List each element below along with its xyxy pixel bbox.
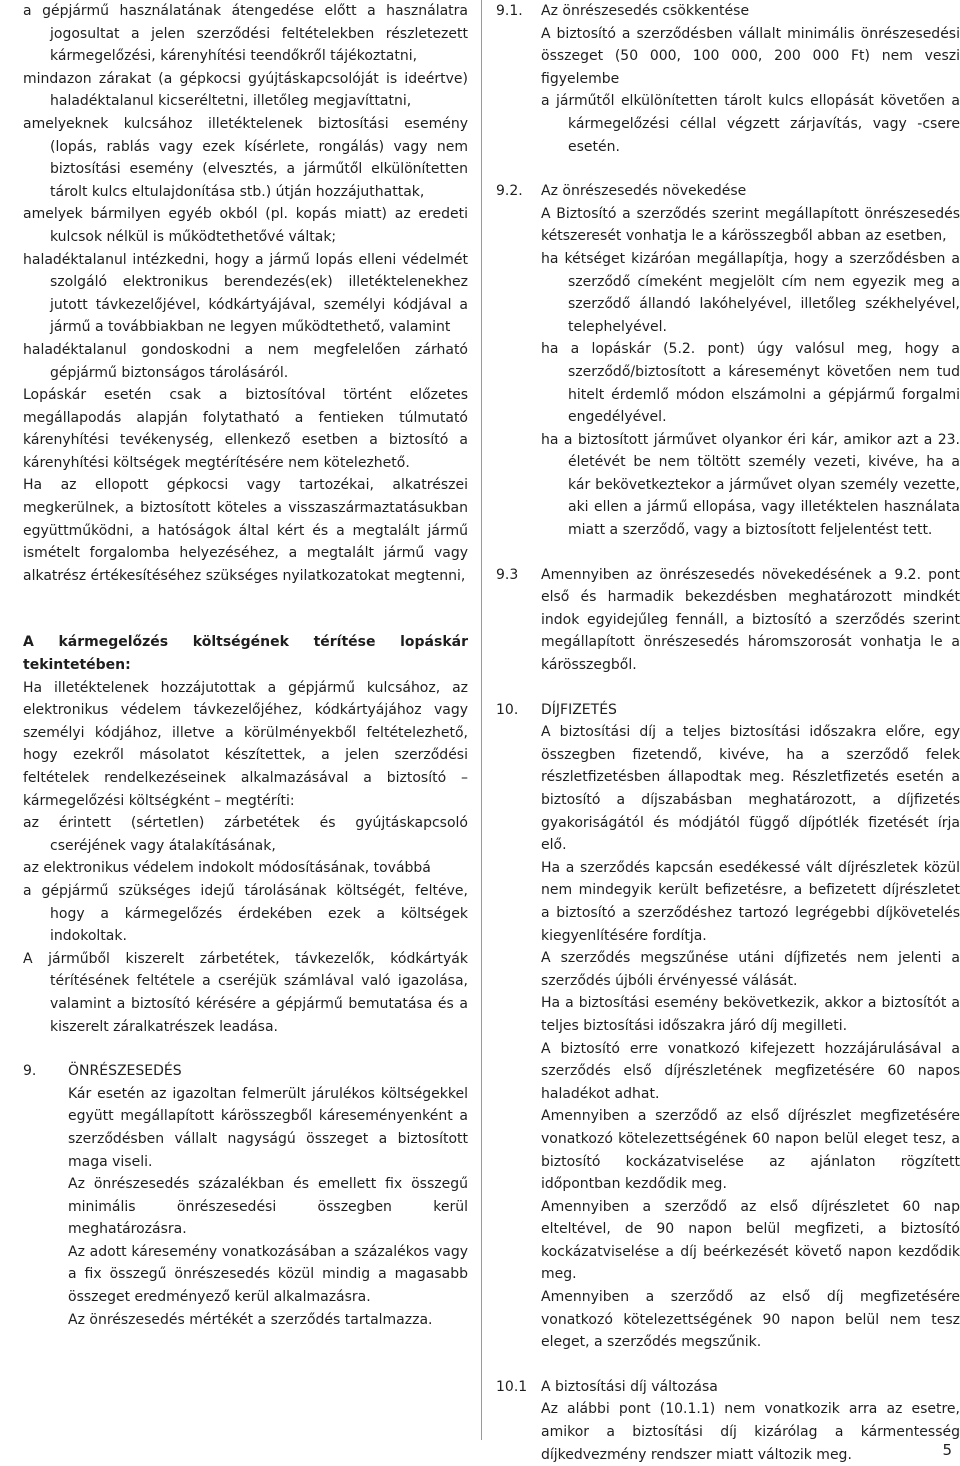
list-item: amelyek bármilyen egyéb okból (pl. kopás miatt) az eredeti kulcsok nélkül is működtethetővé váltak; [23, 206, 468, 245]
section-text: Az alábbi pont (10.1.1) nem vonatkozik arra az esetre, amikor a biztosítási díj kizárólag a kármentesség díjkedvezmény rendszer miatt változik meg. [541, 1401, 960, 1463]
left-block-1 [23, 0, 468, 587]
paragraph: Amennyiben a szerződő az első díj megfizetésére vonatkozó kötelezettségének 90 napon belül nem tesz eleget, a szerződés megszűnik. [541, 1289, 960, 1351]
list-item: mindazon zárakat (a gépkocsi gyújtáskapcsolóját is ideértve) haladéktalanul kicseréltetni, illetőleg megjavíttatni, [23, 70, 468, 110]
section-10-1 [496, 1376, 960, 1466]
paragraph: Az adott káresemény vonatkozásában a százalékos vagy a fix összegű önrészesedés közül mindig a magasabb összeget eredményező kerül alkalmazásra. [68, 1243, 468, 1306]
paragraph: A biztosító erre vonatkozó kifejezett hozzájárulásával a szerződés első díjrészletének megfizetésére 60 napos haladékot adhat. [541, 1040, 960, 1102]
section-number: 9. [23, 1063, 37, 1080]
paragraph: Ha a biztosítási esemény bekövetkezik, akkor a biztosítót a teljes biztosítási időszakra járó díj megilleti. [541, 995, 960, 1034]
section-9 [23, 1060, 468, 1331]
list-item: a gépjármű szükséges idejű tárolásának költségét, feltéve, hogy a kármegelőzés érdekében ezek a költségek indokoltak. [23, 882, 468, 945]
section-title: ÖNRÉSZESEDÉS [68, 1063, 182, 1080]
list-item: A járműből kiszerelt zárbetétek, távkezelők, kódkártyák térítésének feltétele a cseréjük számlával való igazolása, valamint a biztosító kérésére a gépjármű bemutatása és a kiszerelt záralkatrészek leadása. [23, 950, 468, 1035]
paragraph: A Biztosító a szerződés szerint megállapított önrészesedés kétszeresét vonhatja le a kárösszegből abban az esetben, [541, 205, 960, 245]
section-number: 10. [496, 701, 519, 718]
section-10 [496, 699, 960, 1354]
section-9-2 [496, 180, 960, 542]
section-number: 10.1 [496, 1378, 528, 1395]
section-title: Az önrészesedés növekedése [541, 183, 747, 200]
subheading: A kármegelőzés költségének térítése lopáskár tekintetében: [23, 634, 468, 674]
section-9-1-items [541, 23, 960, 159]
paragraph: Ha illetéktelenek hozzájutottak a gépjármű kulcsához, az elektronikus védelem távkezelőjéhez, kódkártyájához vagy személyi kódjához, illetve a körülményekből feltételezhető, hogy ezekről másolatot készítettek, a jelen szerződési feltételek rendelkezéseinek alkalmazásával a biztosító – kármegelőzési költségként – megtéríti: [23, 679, 468, 809]
right-column [496, 0, 960, 1466]
paragraph: Amennyiben a szerződő az első díjrészletet 60 nap elteltével, de 90 napon belül megfizeti, a biztosító kockázatviselése a díj beérkezését követő napon kezdődik meg. [541, 1198, 960, 1283]
section-9-paragraphs [68, 1083, 468, 1332]
paragraph: Az önrészesedés százalékban és emellett fix összegű minimális önrészesedési összegben kerül meghatározásra. [68, 1176, 468, 1238]
paragraph: A biztosítási díj a teljes biztosítási időszakra előre, egy összegben fizetendő, kivéve, ha a szerződő felek részletfizetésben állapodtak meg. Részletfizetés esetén a biztosító a díjszabásban meghatározott, a díjfizetés gyakoriságától és módjától függő díjpótlék fizetését írja elő. [541, 724, 960, 854]
section-10-paragraphs [541, 721, 960, 1354]
paragraph: Ha az ellopott gépkocsi vagy tartozékai, alkatrészei megkerülnek, a biztosított köteles a visszaszármaztatásukban együttműködni, a hatóságok által kért és a megtalált jármű ismételt forgalomba helyezéséhez, a megtalált jármű vagy alkatrész értékesítéséhez szükséges nyilatkozatokat megtenni, [23, 477, 468, 584]
left-block-2 [23, 631, 468, 1038]
list-item: a gépjármű használatának átengedése előtt a használatra jogosultat a jelen szerződési feltételekben részletezett kármegelőzési, kárenyhítési teendőkről tájékoztatni, [23, 3, 468, 65]
paragraph: Kár esetén az igazoltan felmerült járulékos költségekkel együtt megállapított kárösszegből káreseményenként a szerződésben vállalt nagyságú összeget a biztosított maga viseli. [68, 1085, 468, 1170]
paragraph: A biztosító a szerződésben vállalt minimális önrészesedési összeget (50 000, 100 000, 200 000 Ft) nem veszi figyelembe [541, 25, 960, 87]
list-item: az elektronikus védelem indokolt módosításának, továbbá [23, 860, 431, 877]
left-column [23, 0, 468, 1331]
column-divider [481, 0, 482, 1440]
section-title: Az önrészesedés csökkentése [541, 3, 750, 19]
list-item: ha a lopáskár (5.2. pont) úgy valósul meg, hogy a szerződő/biztosított a káreseményt követően nem tud hitelt érdemlő módon elszámolni a gépjármű forgalmi engedélyével. [541, 341, 960, 426]
section-9-1 [496, 0, 960, 158]
paragraph: Az önrészesedés mértékét a szerződés tartalmazza. [68, 1311, 433, 1328]
paragraph: A szerződés megszűnése utáni díjfizetés nem jelenti a szerződés újbóli érvényessé válását. [541, 950, 960, 989]
list-item: ha kétséget kizáróan megállapítja, hogy a szerződésben a szerződő címeként megjelölt cím nem egyezik meg a szerződő állandó lakóhelyével, illetőleg székhelyével, telephelyével. [541, 250, 960, 335]
paragraph: Ha a szerződés kapcsán esedékessé vált díjrészletek közül nem mindegyik került befizetésre, a befizetett díjrészletet a biztosító a szerződéshez tartozó legrégebbi díjkövetelés kiegyenlítésére fordítja. [541, 859, 960, 944]
section-title: DÍJFIZETÉS [541, 701, 617, 718]
section-9-3 [496, 564, 960, 677]
list-item: az érintett (sértetlen) zárbetétek és gyújtáskapcsoló cseréjének vagy átalakításának, [23, 815, 468, 854]
section-text: Amennyiben az önrészesedés növekedésének a 9.2. pont első és harmadik bekezdésben meghatározott mindkét indok egyidejűleg fennáll, a biztosító a szerződés szerint megállapított önrészesedés háromszorosát vonhatja le a kárösszegből. [541, 566, 960, 674]
section-number: 9.2. [496, 183, 523, 200]
section-9-2-items [541, 203, 960, 542]
list-item: amelyeknek kulcsához illetéktelenek biztosítási esemény (lopás, rablás vagy ezek kísérlete, rongálás) vagy nem biztosítási esemény (elvesztés, a járműtől elkülönítetten tárolt kulcs eltulajdonítása stb.) útján hozzájuthattak, [23, 115, 468, 200]
list-item: haladéktalanul gondoskodni a nem megfelelően zárható gépjármű biztonságos tárolásáról. [23, 341, 468, 381]
section-number: 9.3 [496, 566, 519, 583]
section-number: 9.1. [496, 3, 523, 19]
list-item: haladéktalanul intézkedni, hogy a jármű lopás elleni védelmét szolgáló elektronikus berendezés(ek) illetéktelenekhez jutott távkezelőjével, kódkártyájával, személyi kódjával a jármű a továbbiakban ne legyen működtethető, valamint [23, 251, 468, 336]
page-number: 5 [942, 1441, 952, 1459]
paragraph: Lopáskár esetén csak a biztosítóval történt előzetes megállapodás alapján folytatható a fentieken túlmutató kárenyhítési tevékenység, ellenkező esetben a biztosító a kárenyhítési költségek megtérítésére nem kötelezhető. [23, 387, 468, 471]
paragraph: Amennyiben a szerződő az első díjrészlet megfizetésére vonatkozó kötelezettségének 60 napon belül eleget tesz, a biztosító kockázatviselése az ajánlaton rögzített időpontban kezdődik meg. [541, 1108, 960, 1193]
list-item: a járműtől elkülönítetten tárolt kulcs ellopását követően a kármegelőzési céllal végzett zárjavítás, vagy -csere esetén. [541, 93, 960, 155]
list-item: ha a biztosított járművet olyankor éri kár, amikor azt a 23. életévét be nem töltött személy vezeti, kivéve, ha a kár bekövetkeztekor a járművet olyan személy vezette, aki ellen a jármű ellopása, vagy illetéktelen használata miatt a szerződő, vagy a biztosított feljelentést tett. [541, 431, 960, 539]
section-title: A biztosítási díj változása [541, 1378, 718, 1395]
